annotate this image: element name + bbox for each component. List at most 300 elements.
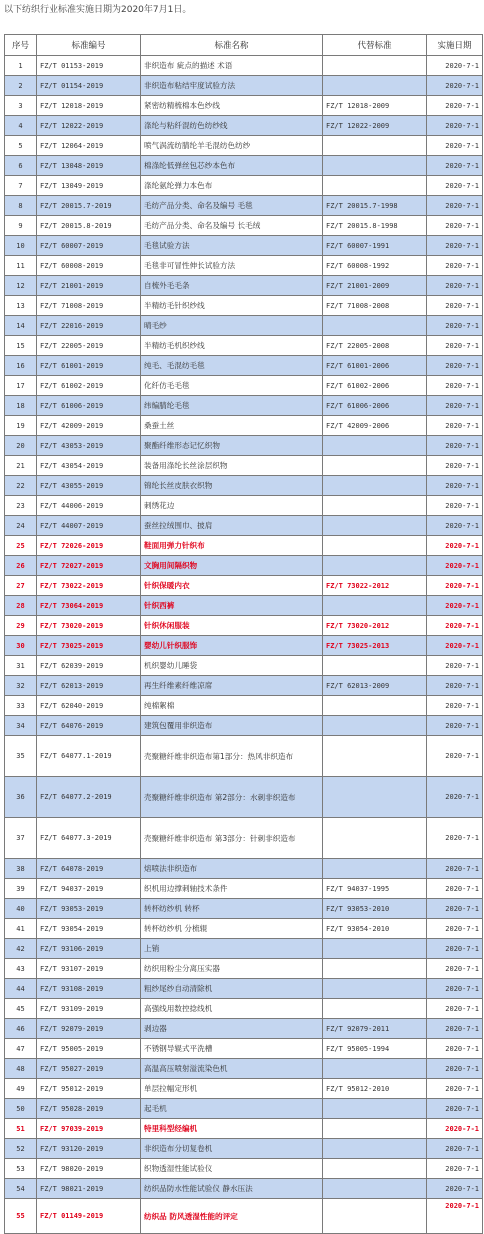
standard-code: FZ/T 64077.1-2019 bbox=[37, 736, 141, 777]
table-row bbox=[5, 476, 483, 496]
replaced-standard bbox=[323, 859, 427, 879]
row-number: 2 bbox=[5, 76, 37, 96]
row-number: 18 bbox=[5, 396, 37, 416]
row-number: 25 bbox=[5, 536, 37, 556]
row-number: 51 bbox=[5, 1119, 37, 1139]
table-row bbox=[5, 216, 483, 236]
table-row bbox=[5, 556, 483, 576]
effective-date: 2020-7-1 bbox=[427, 1179, 483, 1199]
table-row bbox=[5, 456, 483, 476]
row-number: 22 bbox=[5, 476, 37, 496]
standard-code: FZ/T 64076-2019 bbox=[37, 716, 141, 736]
effective-date: 2020-7-1 bbox=[427, 236, 483, 256]
effective-date: 2020-7-1 bbox=[427, 636, 483, 656]
effective-date: 2020-7-1 bbox=[427, 276, 483, 296]
table-row bbox=[5, 196, 483, 216]
effective-date: 2020-7-1 bbox=[427, 1039, 483, 1059]
table-row bbox=[5, 1159, 483, 1179]
standard-name: 半精纺毛针织纱线 bbox=[141, 296, 323, 316]
table-row bbox=[5, 56, 483, 76]
table-row bbox=[5, 656, 483, 676]
standard-name: 非织造布分切复卷机 bbox=[141, 1139, 323, 1159]
table-row bbox=[5, 696, 483, 716]
standard-code: FZ/T 62013-2019 bbox=[37, 676, 141, 696]
table-row bbox=[5, 256, 483, 276]
standard-name: 单层拉幅定形机 bbox=[141, 1079, 323, 1099]
row-number: 33 bbox=[5, 696, 37, 716]
standard-name: 纬编腈纶毛毯 bbox=[141, 396, 323, 416]
row-number: 49 bbox=[5, 1079, 37, 1099]
row-number: 31 bbox=[5, 656, 37, 676]
standard-code: FZ/T 44006-2019 bbox=[37, 496, 141, 516]
row-number: 14 bbox=[5, 316, 37, 336]
effective-date: 2020-7-1 bbox=[427, 859, 483, 879]
row-number: 45 bbox=[5, 999, 37, 1019]
table-row bbox=[5, 736, 483, 777]
row-number: 41 bbox=[5, 919, 37, 939]
standard-name: 转杯纺纱机 转杯 bbox=[141, 899, 323, 919]
row-number: 15 bbox=[5, 336, 37, 356]
replaced-standard: FZ/T 93054-2010 bbox=[323, 919, 427, 939]
row-number: 43 bbox=[5, 959, 37, 979]
row-number: 39 bbox=[5, 879, 37, 899]
table-row bbox=[5, 596, 483, 616]
standard-name: 针织西裤 bbox=[141, 596, 323, 616]
effective-date: 2020-7-1 bbox=[427, 176, 483, 196]
standard-code: FZ/T 94037-2019 bbox=[37, 879, 141, 899]
row-number: 21 bbox=[5, 456, 37, 476]
replaced-standard: FZ/T 93053-2010 bbox=[323, 899, 427, 919]
table-row bbox=[5, 979, 483, 999]
effective-date: 2020-7-1 bbox=[427, 1199, 483, 1234]
effective-date: 2020-7-1 bbox=[427, 818, 483, 859]
standard-name: 上销 bbox=[141, 939, 323, 959]
header-date: 实施日期 bbox=[427, 35, 483, 56]
row-number: 42 bbox=[5, 939, 37, 959]
standard-name: 毛毯非可冒性伸长试验方法 bbox=[141, 256, 323, 276]
standard-code: FZ/T 95027-2019 bbox=[37, 1059, 141, 1079]
replaced-standard bbox=[323, 818, 427, 859]
row-number: 24 bbox=[5, 516, 37, 536]
replaced-standard: FZ/T 92079-2011 bbox=[323, 1019, 427, 1039]
row-number: 1 bbox=[5, 56, 37, 76]
row-number: 26 bbox=[5, 556, 37, 576]
standard-name: 自梳外毛毛条 bbox=[141, 276, 323, 296]
replaced-standard bbox=[323, 696, 427, 716]
standard-name: 非织造布 疵点的描述 术语 bbox=[141, 56, 323, 76]
effective-date: 2020-7-1 bbox=[427, 196, 483, 216]
standard-code: FZ/T 98020-2019 bbox=[37, 1159, 141, 1179]
standard-name: 转杯纺纱机 分梳辊 bbox=[141, 919, 323, 939]
table-row bbox=[5, 76, 483, 96]
row-number: 5 bbox=[5, 136, 37, 156]
effective-date: 2020-7-1 bbox=[427, 979, 483, 999]
replaced-standard bbox=[323, 979, 427, 999]
standard-code: FZ/T 73022-2019 bbox=[37, 576, 141, 596]
standard-name: 涤纶氨纶弹力本色布 bbox=[141, 176, 323, 196]
standard-code: FZ/T 95005-2019 bbox=[37, 1039, 141, 1059]
replaced-standard bbox=[323, 999, 427, 1019]
replaced-standard: FZ/T 95012-2010 bbox=[323, 1079, 427, 1099]
standard-name: 刺绣花边 bbox=[141, 496, 323, 516]
effective-date: 2020-7-1 bbox=[427, 456, 483, 476]
standard-name: 壳聚糖纤维非织造布 第3部分：针刺非织造布 bbox=[141, 818, 323, 859]
effective-date: 2020-7-1 bbox=[427, 656, 483, 676]
replaced-standard bbox=[323, 1179, 427, 1199]
standard-name: 熔喷法非织造布 bbox=[141, 859, 323, 879]
standard-code: FZ/T 72026-2019 bbox=[37, 536, 141, 556]
effective-date: 2020-7-1 bbox=[427, 1159, 483, 1179]
standard-code: FZ/T 61006-2019 bbox=[37, 396, 141, 416]
standard-code: FZ/T 72027-2019 bbox=[37, 556, 141, 576]
replaced-standard bbox=[323, 1099, 427, 1119]
standard-name: 纯棉絮棉 bbox=[141, 696, 323, 716]
effective-date: 2020-7-1 bbox=[427, 576, 483, 596]
standard-name: 化纤仿毛毛毯 bbox=[141, 376, 323, 396]
effective-date: 2020-7-1 bbox=[427, 716, 483, 736]
effective-date: 2020-7-1 bbox=[427, 1019, 483, 1039]
standard-code: FZ/T 12064-2019 bbox=[37, 136, 141, 156]
replaced-standard: FZ/T 73020-2012 bbox=[323, 616, 427, 636]
replaced-standard bbox=[323, 536, 427, 556]
effective-date: 2020-7-1 bbox=[427, 356, 483, 376]
row-number: 40 bbox=[5, 899, 37, 919]
standard-name: 毛纺产品分类、命名及编号 毛毯 bbox=[141, 196, 323, 216]
replaced-standard bbox=[323, 316, 427, 336]
effective-date: 2020-7-1 bbox=[427, 1059, 483, 1079]
standard-code: FZ/T 13048-2019 bbox=[37, 156, 141, 176]
table-row bbox=[5, 1039, 483, 1059]
row-number: 11 bbox=[5, 256, 37, 276]
standard-name: 毛纺产品分类、命名及编号 长毛绒 bbox=[141, 216, 323, 236]
standard-code: FZ/T 43053-2019 bbox=[37, 436, 141, 456]
row-number: 35 bbox=[5, 736, 37, 777]
row-number: 38 bbox=[5, 859, 37, 879]
table-row bbox=[5, 1139, 483, 1159]
standard-code: FZ/T 01153-2019 bbox=[37, 56, 141, 76]
table-body bbox=[5, 56, 483, 1234]
row-number: 34 bbox=[5, 716, 37, 736]
replaced-standard: FZ/T 20015.7-1998 bbox=[323, 196, 427, 216]
row-number: 13 bbox=[5, 296, 37, 316]
row-number: 32 bbox=[5, 676, 37, 696]
table-row bbox=[5, 1019, 483, 1039]
table-row bbox=[5, 959, 483, 979]
standard-code: FZ/T 93120-2019 bbox=[37, 1139, 141, 1159]
standard-code: FZ/T 64077.3-2019 bbox=[37, 818, 141, 859]
row-number: 55 bbox=[5, 1199, 37, 1234]
effective-date: 2020-7-1 bbox=[427, 316, 483, 336]
table-row bbox=[5, 176, 483, 196]
standard-name: 高强线用数控捻线机 bbox=[141, 999, 323, 1019]
replaced-standard bbox=[323, 1159, 427, 1179]
standard-code: FZ/T 98021-2019 bbox=[37, 1179, 141, 1199]
standard-name: 织物透湿性能试验仪 bbox=[141, 1159, 323, 1179]
table-row bbox=[5, 716, 483, 736]
standard-code: FZ/T 62040-2019 bbox=[37, 696, 141, 716]
standard-name: 纺织品 防风透湿性能的评定 bbox=[141, 1199, 323, 1234]
row-number: 12 bbox=[5, 276, 37, 296]
standard-code: FZ/T 21001-2019 bbox=[37, 276, 141, 296]
replaced-standard bbox=[323, 556, 427, 576]
effective-date: 2020-7-1 bbox=[427, 696, 483, 716]
standard-code: FZ/T 93108-2019 bbox=[37, 979, 141, 999]
table-row bbox=[5, 879, 483, 899]
effective-date: 2020-7-1 bbox=[427, 496, 483, 516]
table-row bbox=[5, 236, 483, 256]
effective-date: 2020-7-1 bbox=[427, 1119, 483, 1139]
standards-table bbox=[4, 34, 483, 1234]
standard-name: 壳聚糖纤维非织造布第1部分：热风非织造布 bbox=[141, 736, 323, 777]
row-number: 17 bbox=[5, 376, 37, 396]
standard-name: 文胸用间隔织物 bbox=[141, 556, 323, 576]
standard-name: 棉涤纶低弹丝包芯纱本色布 bbox=[141, 156, 323, 176]
row-number: 47 bbox=[5, 1039, 37, 1059]
standard-code: FZ/T 43055-2019 bbox=[37, 476, 141, 496]
standard-name: 粗纱尾纱自动清除机 bbox=[141, 979, 323, 999]
effective-date: 2020-7-1 bbox=[427, 596, 483, 616]
standard-code: FZ/T 73064-2019 bbox=[37, 596, 141, 616]
effective-date: 2020-7-1 bbox=[427, 156, 483, 176]
row-number: 37 bbox=[5, 818, 37, 859]
table-row bbox=[5, 396, 483, 416]
row-number: 19 bbox=[5, 416, 37, 436]
replaced-standard: FZ/T 12018-2009 bbox=[323, 96, 427, 116]
table-row bbox=[5, 336, 483, 356]
replaced-standard bbox=[323, 476, 427, 496]
row-number: 54 bbox=[5, 1179, 37, 1199]
table-row bbox=[5, 156, 483, 176]
effective-date: 2020-7-1 bbox=[427, 536, 483, 556]
row-number: 10 bbox=[5, 236, 37, 256]
effective-date: 2020-7-1 bbox=[427, 1099, 483, 1119]
effective-date: 2020-7-1 bbox=[427, 777, 483, 818]
table-row bbox=[5, 496, 483, 516]
effective-date: 2020-7-1 bbox=[427, 999, 483, 1019]
table-row bbox=[5, 96, 483, 116]
standard-code: FZ/T 42009-2019 bbox=[37, 416, 141, 436]
replaced-standard bbox=[323, 939, 427, 959]
effective-date: 2020-7-1 bbox=[427, 476, 483, 496]
standard-name: 建筑包覆用非织造布 bbox=[141, 716, 323, 736]
standard-name: 剥边器 bbox=[141, 1019, 323, 1039]
standard-code: FZ/T 93107-2019 bbox=[37, 959, 141, 979]
standard-name: 蚕丝拉绒围巾、披肩 bbox=[141, 516, 323, 536]
standard-code: FZ/T 93053-2019 bbox=[37, 899, 141, 919]
replaced-standard bbox=[323, 736, 427, 777]
standard-name: 起毛机 bbox=[141, 1099, 323, 1119]
standard-name: 特里科型经编机 bbox=[141, 1119, 323, 1139]
standard-code: FZ/T 92079-2019 bbox=[37, 1019, 141, 1039]
effective-date: 2020-7-1 bbox=[427, 336, 483, 356]
standard-name: 壳聚糖纤维非织造布 第2部分：水刺非织造布 bbox=[141, 777, 323, 818]
table-row bbox=[5, 919, 483, 939]
standard-code: FZ/T 64077.2-2019 bbox=[37, 777, 141, 818]
effective-date: 2020-7-1 bbox=[427, 959, 483, 979]
row-number: 7 bbox=[5, 176, 37, 196]
row-number: 3 bbox=[5, 96, 37, 116]
standard-code: FZ/T 60007-2019 bbox=[37, 236, 141, 256]
table-row bbox=[5, 116, 483, 136]
table-row bbox=[5, 859, 483, 879]
effective-date: 2020-7-1 bbox=[427, 76, 483, 96]
replaced-standard bbox=[323, 56, 427, 76]
intro-text: 以下纺织行业标准实施日期为2020年7月1日。 bbox=[4, 5, 192, 15]
table-row bbox=[5, 616, 483, 636]
table-row bbox=[5, 316, 483, 336]
table-row bbox=[5, 296, 483, 316]
table-row bbox=[5, 1179, 483, 1199]
replaced-standard: FZ/T 95005-1994 bbox=[323, 1039, 427, 1059]
effective-date: 2020-7-1 bbox=[427, 296, 483, 316]
standard-name: 纯毛、毛混纺毛毯 bbox=[141, 356, 323, 376]
table-row bbox=[5, 576, 483, 596]
replaced-standard: FZ/T 42009-2006 bbox=[323, 416, 427, 436]
replaced-standard bbox=[323, 777, 427, 818]
effective-date: 2020-7-1 bbox=[427, 216, 483, 236]
replaced-standard: FZ/T 22005-2008 bbox=[323, 336, 427, 356]
header-no: 序号 bbox=[5, 35, 37, 56]
standard-code: FZ/T 93106-2019 bbox=[37, 939, 141, 959]
header-replaces: 代替标准 bbox=[323, 35, 427, 56]
table-row bbox=[5, 276, 483, 296]
replaced-standard bbox=[323, 716, 427, 736]
standard-code: FZ/T 13049-2019 bbox=[37, 176, 141, 196]
replaced-standard bbox=[323, 1059, 427, 1079]
standard-code: FZ/T 20015.7-2019 bbox=[37, 196, 141, 216]
effective-date: 2020-7-1 bbox=[427, 116, 483, 136]
standard-code: FZ/T 22005-2019 bbox=[37, 336, 141, 356]
standard-code: FZ/T 97039-2019 bbox=[37, 1119, 141, 1139]
standard-code: FZ/T 93054-2019 bbox=[37, 919, 141, 939]
standard-name: 纺织品防水性能试验仪 静水压法 bbox=[141, 1179, 323, 1199]
replaced-standard: FZ/T 21001-2009 bbox=[323, 276, 427, 296]
row-number: 20 bbox=[5, 436, 37, 456]
table-row bbox=[5, 999, 483, 1019]
table-row bbox=[5, 1119, 483, 1139]
standard-name: 针织休闲服装 bbox=[141, 616, 323, 636]
table-row bbox=[5, 436, 483, 456]
replaced-standard bbox=[323, 516, 427, 536]
replaced-standard bbox=[323, 436, 427, 456]
effective-date: 2020-7-1 bbox=[427, 516, 483, 536]
effective-date: 2020-7-1 bbox=[427, 919, 483, 939]
standard-name: 紧密纺精梳棉本色纱线 bbox=[141, 96, 323, 116]
table-row bbox=[5, 818, 483, 859]
table-row bbox=[5, 1059, 483, 1079]
table-header-row bbox=[5, 35, 483, 56]
standard-name: 毛毯试验方法 bbox=[141, 236, 323, 256]
standard-name: 非织造布粘结牢度试验方法 bbox=[141, 76, 323, 96]
replaced-standard bbox=[323, 1199, 427, 1234]
standard-code: FZ/T 01154-2019 bbox=[37, 76, 141, 96]
standard-name: 锦纶长丝皮肤衣织物 bbox=[141, 476, 323, 496]
row-number: 50 bbox=[5, 1099, 37, 1119]
standard-name: 织机用边撑刺轴技术条件 bbox=[141, 879, 323, 899]
table-row bbox=[5, 516, 483, 536]
row-number: 16 bbox=[5, 356, 37, 376]
replaced-standard: FZ/T 94037-1995 bbox=[323, 879, 427, 899]
effective-date: 2020-7-1 bbox=[427, 436, 483, 456]
effective-date: 2020-7-1 bbox=[427, 1079, 483, 1099]
replaced-standard: FZ/T 71008-2008 bbox=[323, 296, 427, 316]
replaced-standard bbox=[323, 1139, 427, 1159]
row-number: 8 bbox=[5, 196, 37, 216]
effective-date: 2020-7-1 bbox=[427, 376, 483, 396]
table-row bbox=[5, 777, 483, 818]
row-number: 4 bbox=[5, 116, 37, 136]
standard-name: 鞋面用弹力针织布 bbox=[141, 536, 323, 556]
row-number: 48 bbox=[5, 1059, 37, 1079]
table-row bbox=[5, 356, 483, 376]
standard-name: 婴幼儿针织服饰 bbox=[141, 636, 323, 656]
table-row bbox=[5, 939, 483, 959]
table-row bbox=[5, 136, 483, 156]
standard-code: FZ/T 95012-2019 bbox=[37, 1079, 141, 1099]
replaced-standard: FZ/T 73022-2012 bbox=[323, 576, 427, 596]
standard-name: 装备用涤纶长丝涂层织物 bbox=[141, 456, 323, 476]
standard-name: 聚酯纤维形态记忆织物 bbox=[141, 436, 323, 456]
effective-date: 2020-7-1 bbox=[427, 416, 483, 436]
row-number: 9 bbox=[5, 216, 37, 236]
row-number: 23 bbox=[5, 496, 37, 516]
effective-date: 2020-7-1 bbox=[427, 879, 483, 899]
standard-code: FZ/T 64078-2019 bbox=[37, 859, 141, 879]
standard-code: FZ/T 12018-2019 bbox=[37, 96, 141, 116]
standard-code: FZ/T 20015.8-2019 bbox=[37, 216, 141, 236]
effective-date: 2020-7-1 bbox=[427, 736, 483, 777]
table-row bbox=[5, 416, 483, 436]
standard-code: FZ/T 60008-2019 bbox=[37, 256, 141, 276]
effective-date: 2020-7-1 bbox=[427, 256, 483, 276]
replaced-standard bbox=[323, 136, 427, 156]
table-row bbox=[5, 1079, 483, 1099]
row-number: 44 bbox=[5, 979, 37, 999]
standard-name: 不锈钢导辊式平洗槽 bbox=[141, 1039, 323, 1059]
row-number: 46 bbox=[5, 1019, 37, 1039]
effective-date: 2020-7-1 bbox=[427, 56, 483, 76]
row-number: 28 bbox=[5, 596, 37, 616]
standard-code: FZ/T 43054-2019 bbox=[37, 456, 141, 476]
table-row bbox=[5, 636, 483, 656]
table-row bbox=[5, 676, 483, 696]
replaced-standard: FZ/T 61002-2006 bbox=[323, 376, 427, 396]
standard-code: FZ/T 01149-2019 bbox=[37, 1199, 141, 1234]
standard-name: 高温高压喷射溢流染色机 bbox=[141, 1059, 323, 1079]
table-row bbox=[5, 376, 483, 396]
standard-name: 纺织用粉尘分离压实器 bbox=[141, 959, 323, 979]
replaced-standard bbox=[323, 176, 427, 196]
replaced-standard: FZ/T 62013-2009 bbox=[323, 676, 427, 696]
row-number: 30 bbox=[5, 636, 37, 656]
standard-code: FZ/T 93109-2019 bbox=[37, 999, 141, 1019]
effective-date: 2020-7-1 bbox=[427, 939, 483, 959]
table-row bbox=[5, 536, 483, 556]
standard-name: 桑蚕土丝 bbox=[141, 416, 323, 436]
standard-code: FZ/T 95028-2019 bbox=[37, 1099, 141, 1119]
standard-name: 再生纤维素纤维凉席 bbox=[141, 676, 323, 696]
standard-code: FZ/T 44007-2019 bbox=[37, 516, 141, 536]
standard-name: 半精纺毛机织纱线 bbox=[141, 336, 323, 356]
standard-code: FZ/T 71008-2019 bbox=[37, 296, 141, 316]
standard-code: FZ/T 22016-2019 bbox=[37, 316, 141, 336]
replaced-standard bbox=[323, 959, 427, 979]
header-code: 标准编号 bbox=[37, 35, 141, 56]
replaced-standard bbox=[323, 76, 427, 96]
row-number: 6 bbox=[5, 156, 37, 176]
replaced-standard: FZ/T 73025-2013 bbox=[323, 636, 427, 656]
table-row bbox=[5, 1099, 483, 1119]
